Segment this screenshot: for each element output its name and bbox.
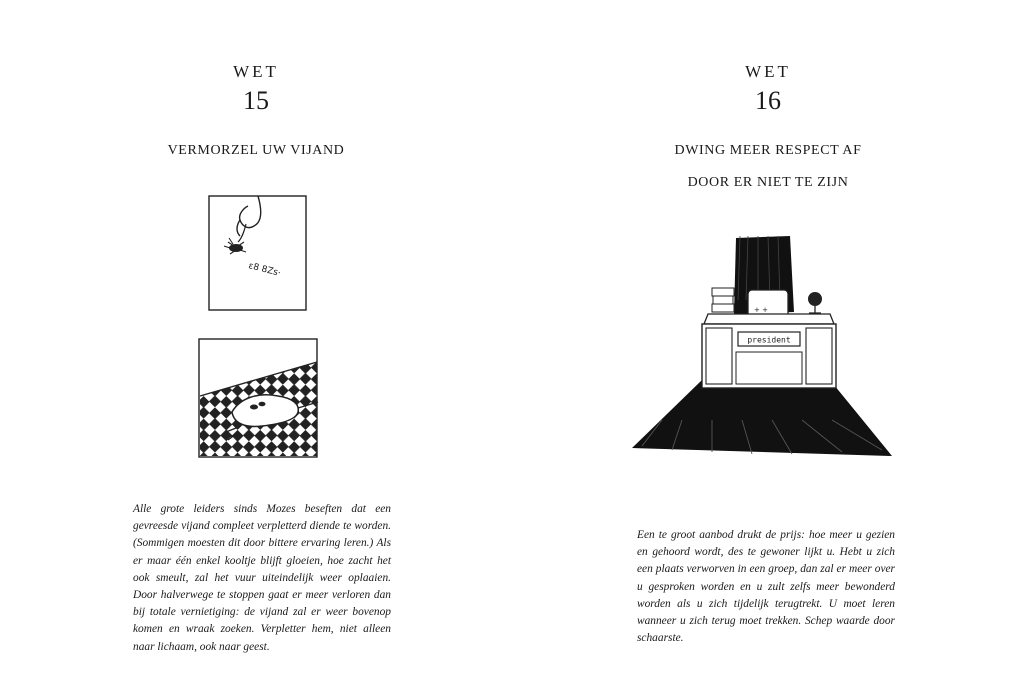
law-number: 15 <box>243 86 269 115</box>
scribble-text: ε8 8Zs· <box>247 261 282 279</box>
law-body-text: Alle grote leiders sinds Mozes beseften dat een gevreesde vijand compleet verpletterd diende te worden. (Sommigen moesten dit door bittere ervaring leren.) Als er maar één enkel kooltje blijft gloeien, hoe zacht het ook smeult, zal het vuur uiteindelijk weer oplaaien. Door halverwege te stoppen gaat er meer verloren dan bij totale vernietiging: de vijand zal er weer bovenop komen en wraak zoeken. Verpletter hem, niet alleen naar lichaam, ook naar geest. <box>133 503 391 653</box>
law-label: WET <box>233 62 279 81</box>
svg-text:+ +: + + <box>754 306 768 314</box>
law-title: VERMORZEL UW VIJAND <box>167 143 345 158</box>
law-title-line1: DWING MEER RESPECT AF <box>674 143 862 158</box>
right-page <box>512 0 1024 700</box>
law-body-text: Een te groot aanbod drukt de prijs: hoe meer u gezien en gehoord wordt, des te gewoner lijkt u. Hebt u zich een plaats verworven in een groep, dan zal er meer over u gesproken worden en u zult zelfs meer bewonderd worden als u zich tijdelijk terugtrekt. U moet leren wanneer u zich terug moet trekken. Schep waarde door schaarste. <box>637 529 895 645</box>
desk-name-plate: president <box>747 335 791 345</box>
law-number: 16 <box>755 86 781 115</box>
law-title-line2: DOOR ER NIET TE ZIJN <box>687 175 849 190</box>
law-label: WET <box>745 62 791 81</box>
